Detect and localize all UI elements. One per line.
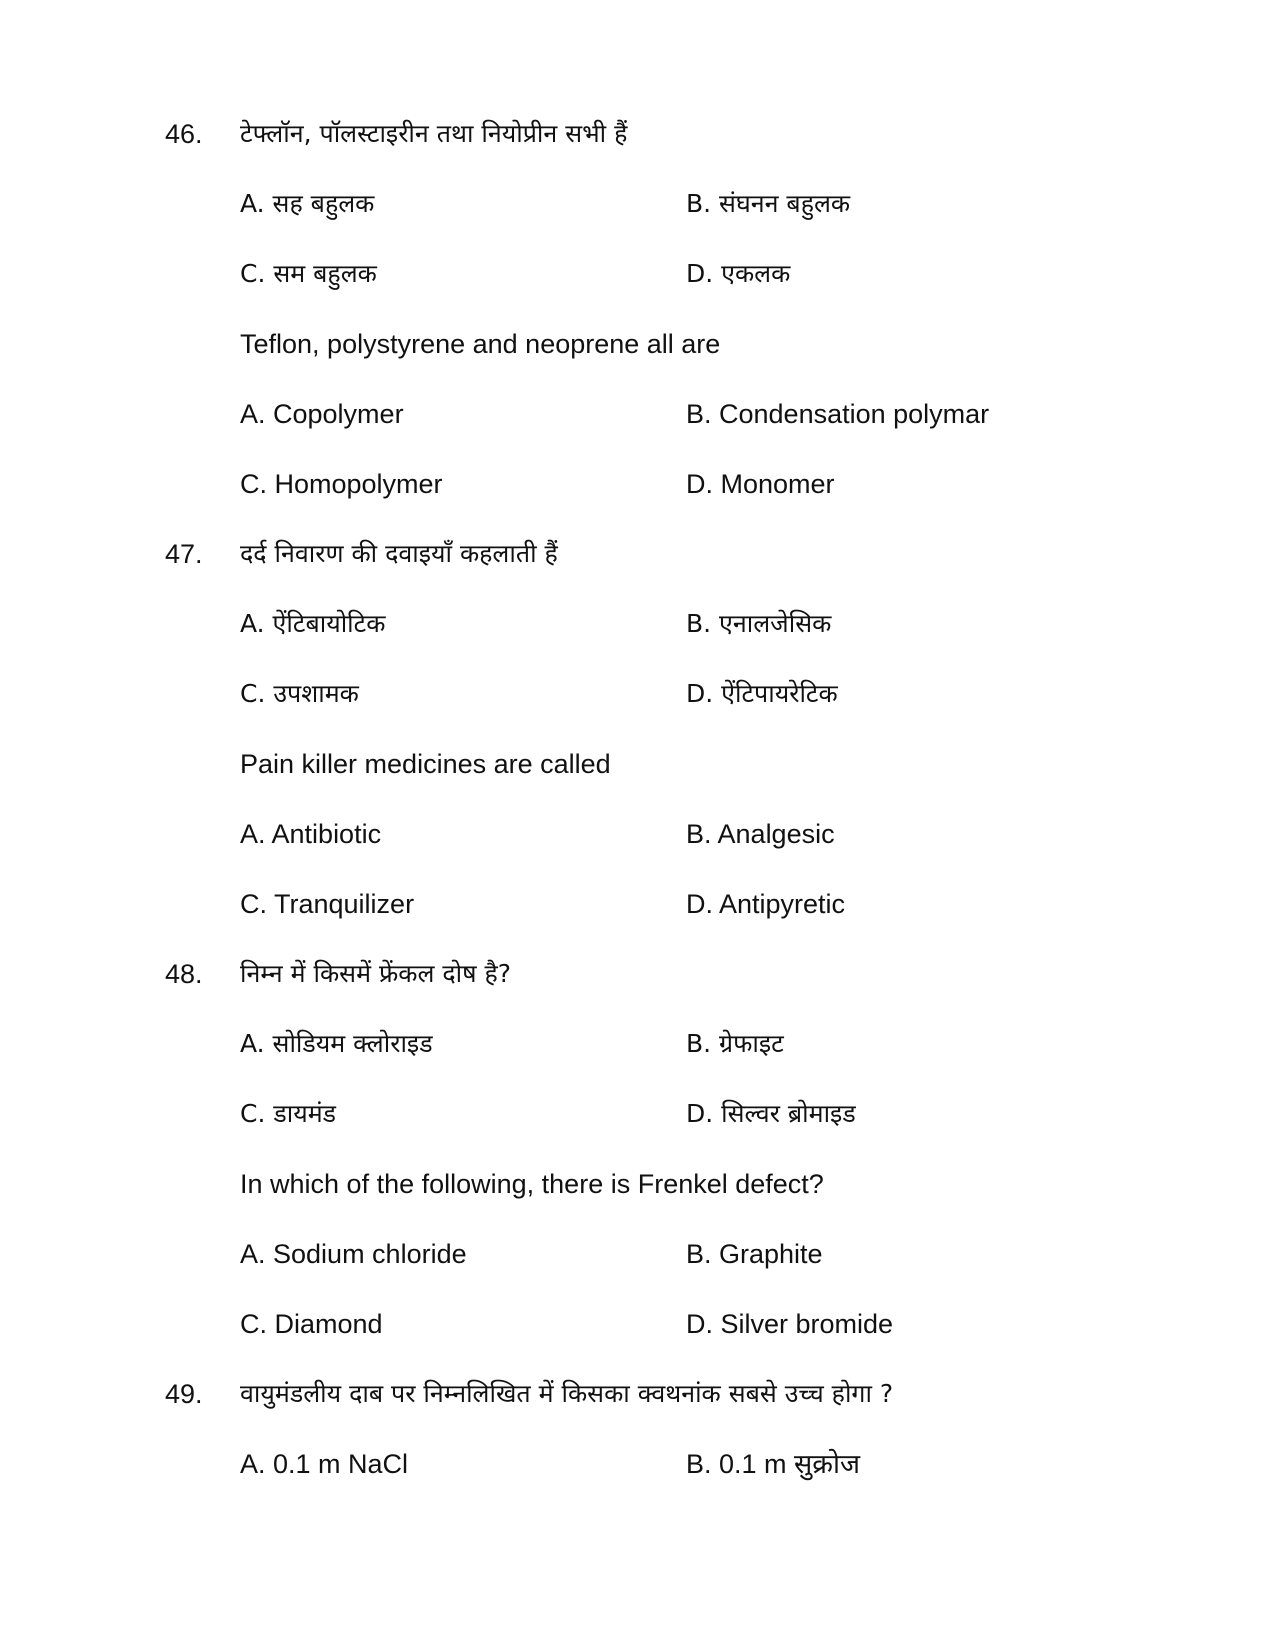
option-a-english: A. Antibiotic bbox=[240, 819, 382, 849]
question-number: 49. bbox=[165, 1379, 203, 1409]
option-a-hindi: A. 0.1 m NaCl bbox=[240, 1449, 409, 1479]
option-b-english: B. Condensation polymar bbox=[686, 399, 990, 429]
question-number: 48. bbox=[165, 959, 203, 989]
option-a-hindi: A. सोडियम क्लोराइड bbox=[240, 1029, 433, 1058]
question-text-hindi: वायुमंडलीय दाब पर निम्नलिखित में किसका क्वथनांक सबसे उच्च होगा ? bbox=[240, 1379, 894, 1408]
option-c-hindi: C. उपशामक bbox=[240, 679, 359, 708]
option-d-hindi: D. सिल्वर ब्रोमाइड bbox=[686, 1099, 856, 1128]
option-a-hindi: A. सह बहुलक bbox=[240, 189, 375, 218]
question-text-hindi: टेफ्लॉन, पॉलस्टाइरीन तथा नियोप्रीन सभी हैं bbox=[240, 119, 628, 148]
option-b-hindi: B. एनालजेसिक bbox=[686, 609, 832, 638]
option-d-english: D. Antipyretic bbox=[686, 889, 846, 919]
question-text-english: In which of the following, there is Frenkel defect? bbox=[240, 1169, 824, 1199]
option-d-english: D. Silver bromide bbox=[686, 1309, 894, 1339]
option-a-english: A. Copolymer bbox=[240, 399, 404, 429]
option-d-english: D. Monomer bbox=[686, 469, 835, 499]
question-text-english: Teflon, polystyrene and neoprene all are bbox=[240, 329, 721, 359]
option-d-hindi: D. ऐंटिपायरेटिक bbox=[686, 679, 838, 708]
option-b-english: B. Graphite bbox=[686, 1239, 823, 1269]
option-c-hindi: C. डायमंड bbox=[240, 1099, 337, 1128]
option-b-hindi: B. ग्रेफाइट bbox=[686, 1029, 784, 1058]
question-number: 46. bbox=[165, 119, 203, 149]
option-c-english: C. Homopolymer bbox=[240, 469, 443, 499]
option-c-english: C. Diamond bbox=[240, 1309, 383, 1339]
question-number: 47. bbox=[165, 539, 203, 569]
question-text-english: Pain killer medicines are called bbox=[240, 749, 611, 779]
option-b-hindi: B. संघनन बहुलक bbox=[686, 189, 851, 218]
question-text-hindi: निम्न में किसमें फ्रेंकल दोष है? bbox=[240, 959, 512, 988]
option-c-hindi: C. सम बहुलक bbox=[240, 259, 377, 288]
option-a-english: A. Sodium chloride bbox=[240, 1239, 467, 1269]
option-b-english: B. Analgesic bbox=[686, 819, 835, 849]
option-a-hindi: A. ऐंटिबायोटिक bbox=[240, 609, 386, 638]
option-c-english: C. Tranquilizer bbox=[240, 889, 415, 919]
question-text-hindi: दर्द निवारण की दवाइयाँ कहलाती हैं bbox=[240, 539, 558, 568]
option-b-hindi: B. 0.1 m सुक्रोज bbox=[686, 1449, 861, 1479]
option-d-hindi: D. एकलक bbox=[686, 259, 791, 288]
